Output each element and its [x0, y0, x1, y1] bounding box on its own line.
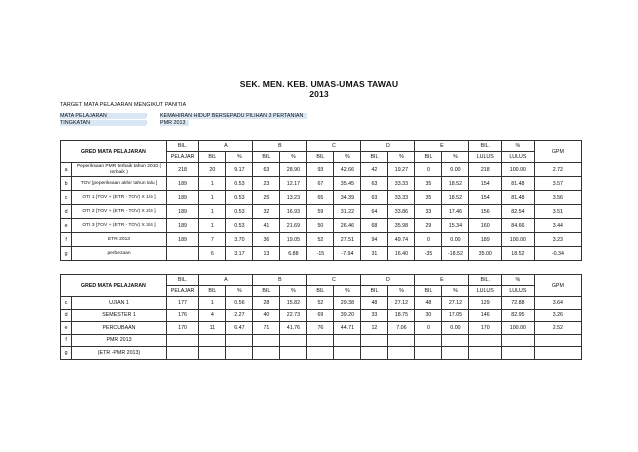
- row-label: ETR 2013: [72, 233, 167, 247]
- cell-value: 154: [469, 177, 502, 191]
- grade-header-d: D: [361, 141, 415, 152]
- bil-lulus-header: BIL.: [469, 141, 502, 152]
- cell-value: 16.93: [280, 205, 307, 219]
- lulus-bil-header: LULUS: [469, 286, 502, 297]
- grade-pct-header: %: [388, 152, 415, 163]
- meta-subject-value: KEMAHIRAN HIDUP BERSEPADU PILIHAN 3 PERTANIAN: [160, 113, 307, 119]
- cell-value: 26.46: [334, 219, 361, 233]
- gred-header: GRED MATA PELAJARAN: [61, 141, 167, 163]
- table-row: [61, 322, 582, 335]
- cell-value: 39.20: [334, 309, 361, 322]
- cell-value: 18.75: [388, 309, 415, 322]
- cell-value: 7: [199, 233, 226, 247]
- cell-value: 0: [415, 233, 442, 247]
- cell-value: 35: [415, 177, 442, 191]
- cell-value: [307, 347, 334, 360]
- cell-value: 50: [307, 219, 334, 233]
- cell-value: 19.27: [388, 163, 415, 177]
- cell-value: 7.06: [388, 322, 415, 335]
- cell-value: 84.66: [502, 219, 535, 233]
- cell-value: 48: [415, 297, 442, 310]
- cell-value: 1: [199, 177, 226, 191]
- cell-value: 81.48: [502, 177, 535, 191]
- row-code: g: [61, 347, 72, 360]
- cell-value: 0.53: [226, 177, 253, 191]
- cell-value: 94: [361, 233, 388, 247]
- cell-value: 48: [361, 297, 388, 310]
- cell-value: 36: [253, 233, 280, 247]
- cell-value: 71: [253, 322, 280, 335]
- cell-value: 35.00: [469, 247, 502, 261]
- cell-value: [334, 347, 361, 360]
- cell-value: 28: [253, 297, 280, 310]
- cell-value: [166, 247, 199, 261]
- cell-value: 11: [199, 322, 226, 335]
- cell-value: 6.47: [226, 322, 253, 335]
- cell-value: 0.00: [442, 322, 469, 335]
- grade-bil-header: BIL: [199, 152, 226, 163]
- exam-results-table: [60, 274, 582, 360]
- cell-value: 189: [166, 191, 199, 205]
- cell-value: 170: [166, 322, 199, 335]
- target-table: [60, 140, 582, 261]
- grade-pct-header: %: [334, 286, 361, 297]
- meta-subject-sep: :: [146, 113, 148, 119]
- cell-value: 33.86: [388, 205, 415, 219]
- cell-value: 189: [166, 219, 199, 233]
- row-label: perbezaan: [72, 247, 167, 261]
- cell-value: 33.33: [388, 177, 415, 191]
- cell-value: 4: [199, 309, 226, 322]
- cell-value: 41: [253, 219, 280, 233]
- cell-value: 3.17: [226, 247, 253, 261]
- row-label: OTI 1 [TOV + (ETR - TOV) X 1/4 ]: [72, 191, 167, 205]
- cell-value: 42: [361, 163, 388, 177]
- grade-header-b: B: [253, 141, 307, 152]
- cell-value: 49.74: [388, 233, 415, 247]
- pelajar-header: PELAJAR: [166, 286, 199, 297]
- cell-value: 3.56: [534, 191, 581, 205]
- row-code: e: [61, 322, 72, 335]
- cell-value: 6: [199, 247, 226, 261]
- year-title: 2013: [309, 89, 329, 99]
- lulus-pct-header: LULUS: [502, 286, 535, 297]
- grade-pct-header: %: [226, 152, 253, 163]
- cell-value: 35: [415, 191, 442, 205]
- school-title: SEK. MEN. KEB. UMAS-UMAS TAWAU: [239, 79, 399, 89]
- gred-header: GRED MATA PELAJARAN: [61, 275, 167, 297]
- cell-value: [166, 347, 199, 360]
- row-label: PERCUBAAN: [72, 322, 167, 335]
- cell-value: 32: [253, 205, 280, 219]
- cell-value: 3.51: [534, 205, 581, 219]
- cell-value: 29: [415, 219, 442, 233]
- grade-bil-header: BIL: [415, 286, 442, 297]
- row-label: OTI 2 [TOV + (ETR - TOV) X 2/4 ]: [72, 205, 167, 219]
- cell-value: 20: [199, 163, 226, 177]
- cell-value: 40: [253, 309, 280, 322]
- row-label: TOV [peperiksaan akhir tahun lalu ]: [72, 177, 167, 191]
- cell-value: [469, 334, 502, 347]
- lulus-bil-header: LULUS: [469, 152, 502, 163]
- meta-form-value: PMR 2013: [160, 120, 189, 126]
- cell-value: 16.40: [388, 247, 415, 261]
- cell-value: 65: [307, 191, 334, 205]
- cell-value: 31.22: [334, 205, 361, 219]
- table-row: [61, 177, 582, 191]
- cell-value: 67: [307, 177, 334, 191]
- grade-pct-header: %: [442, 152, 469, 163]
- cell-value: 0.56: [226, 297, 253, 310]
- cell-value: 0: [415, 322, 442, 335]
- grade-pct-header: %: [280, 286, 307, 297]
- cell-value: 18.52: [442, 191, 469, 205]
- table-row: [61, 163, 582, 177]
- row-label: PMR 2013: [72, 334, 167, 347]
- cell-value: 160: [469, 219, 502, 233]
- cell-value: [388, 347, 415, 360]
- cell-value: 25: [253, 191, 280, 205]
- cell-value: [502, 347, 535, 360]
- cell-value: 17.05: [442, 309, 469, 322]
- cell-value: 72.88: [502, 297, 535, 310]
- grade-header-e: E: [415, 275, 469, 286]
- row-code: f: [61, 233, 72, 247]
- cell-value: 82.95: [502, 309, 535, 322]
- cell-value: 1: [199, 191, 226, 205]
- cell-value: 3.23: [534, 233, 581, 247]
- cell-value: 2.52: [534, 322, 581, 335]
- lulus-pct-header: LULUS: [502, 152, 535, 163]
- grade-pct-header: %: [280, 152, 307, 163]
- pct-lulus-header: %: [502, 275, 535, 286]
- bil-header: BIL.: [166, 141, 199, 152]
- cell-value: 13.23: [280, 191, 307, 205]
- row-code: a: [61, 163, 72, 177]
- cell-value: [415, 347, 442, 360]
- cell-value: [388, 334, 415, 347]
- cell-value: 81.48: [502, 191, 535, 205]
- cell-value: 18.52: [442, 177, 469, 191]
- cell-value: 189: [469, 233, 502, 247]
- cell-value: 2.72: [534, 163, 581, 177]
- row-code: d: [61, 309, 72, 322]
- cell-value: 0: [415, 163, 442, 177]
- cell-value: 42.66: [334, 163, 361, 177]
- grade-header-d: D: [361, 275, 415, 286]
- grade-header-c: C: [307, 141, 361, 152]
- grade-header-a: A: [199, 141, 253, 152]
- cell-value: 27.51: [334, 233, 361, 247]
- grade-pct-header: %: [442, 286, 469, 297]
- cell-value: 1: [199, 219, 226, 233]
- cell-value: [307, 334, 334, 347]
- cell-value: 12.17: [280, 177, 307, 191]
- cell-value: [442, 347, 469, 360]
- cell-value: 27.12: [388, 297, 415, 310]
- meta-subject-key: MATA PELAJARAN: [60, 113, 146, 119]
- cell-value: [226, 347, 253, 360]
- meta-subject: [60, 113, 307, 119]
- table-row: [61, 347, 582, 360]
- cell-value: 31: [361, 247, 388, 261]
- cell-value: 3.44: [534, 219, 581, 233]
- grade-bil-header: BIL: [307, 286, 334, 297]
- row-code: f: [61, 334, 72, 347]
- cell-value: 52: [307, 233, 334, 247]
- cell-value: 3.26: [534, 309, 581, 322]
- cell-value: 0.00: [442, 163, 469, 177]
- grade-header-a: A: [199, 275, 253, 286]
- cell-value: -18.52: [442, 247, 469, 261]
- grade-pct-header: %: [388, 286, 415, 297]
- cell-value: [534, 334, 581, 347]
- cell-value: 15.34: [442, 219, 469, 233]
- cell-value: 22.73: [280, 309, 307, 322]
- cell-value: [280, 334, 307, 347]
- grade-bil-header: BIL: [361, 286, 388, 297]
- cell-value: 3.70: [226, 233, 253, 247]
- meta-form-sep: :: [146, 120, 148, 126]
- cell-value: 17.46: [442, 205, 469, 219]
- cell-value: [280, 347, 307, 360]
- cell-value: 34.39: [334, 191, 361, 205]
- cell-value: [199, 334, 226, 347]
- cell-value: [442, 334, 469, 347]
- cell-value: 30: [415, 309, 442, 322]
- table-row: [61, 191, 582, 205]
- pct-lulus-header: %: [502, 141, 535, 152]
- grade-bil-header: BIL: [199, 286, 226, 297]
- cell-value: 35.45: [334, 177, 361, 191]
- row-code: b: [61, 177, 72, 191]
- row-code: c: [61, 297, 72, 310]
- cell-value: 0.53: [226, 205, 253, 219]
- cell-value: [361, 334, 388, 347]
- cell-value: 1: [199, 297, 226, 310]
- bil-lulus-header: BIL.: [469, 275, 502, 286]
- cell-value: 12: [361, 322, 388, 335]
- cell-value: 23: [253, 177, 280, 191]
- bil-header: BIL.: [166, 275, 199, 286]
- cell-value: 177: [166, 297, 199, 310]
- cell-value: 35.98: [388, 219, 415, 233]
- cell-value: 82.54: [502, 205, 535, 219]
- cell-value: [199, 347, 226, 360]
- row-label: UJIAN 1: [72, 297, 167, 310]
- cell-value: 59: [307, 205, 334, 219]
- cell-value: [534, 347, 581, 360]
- cell-value: 52: [307, 297, 334, 310]
- cell-value: 15.82: [280, 297, 307, 310]
- grade-bil-header: BIL: [361, 152, 388, 163]
- cell-value: 3.64: [534, 297, 581, 310]
- row-label: Peperiksaan PMR terbaik tahun 2010 ( terbaik ): [72, 163, 167, 177]
- cell-value: [166, 334, 199, 347]
- grade-pct-header: %: [226, 286, 253, 297]
- cell-value: 9.17: [226, 163, 253, 177]
- cell-value: [334, 334, 361, 347]
- cell-value: -7.94: [334, 247, 361, 261]
- cell-value: 3.57: [534, 177, 581, 191]
- cell-value: 27.12: [442, 297, 469, 310]
- row-code: d: [61, 205, 72, 219]
- cell-value: 189: [166, 177, 199, 191]
- cell-value: 33.33: [388, 191, 415, 205]
- table-row: [61, 205, 582, 219]
- cell-value: 69: [307, 309, 334, 322]
- row-label: (ETR -PMR 2013): [72, 347, 167, 360]
- cell-value: -35: [415, 247, 442, 261]
- cell-value: 63: [361, 191, 388, 205]
- cell-value: [502, 334, 535, 347]
- cell-value: 13: [253, 247, 280, 261]
- cell-value: 100.00: [502, 233, 535, 247]
- grade-bil-header: BIL: [253, 152, 280, 163]
- table-row: [61, 233, 582, 247]
- cell-value: -0.34: [534, 247, 581, 261]
- report-subtitle: TARGET MATA PELAJARAN MENGIKUT PANITIA: [60, 102, 187, 108]
- cell-value: 189: [166, 205, 199, 219]
- gpm-header: GPM: [534, 141, 581, 163]
- cell-value: 156: [469, 205, 502, 219]
- cell-value: [253, 334, 280, 347]
- cell-value: 100.00: [502, 322, 535, 335]
- table-row: [61, 247, 582, 261]
- cell-value: [226, 334, 253, 347]
- row-code: e: [61, 219, 72, 233]
- grade-bil-header: BIL: [253, 286, 280, 297]
- cell-value: 29.38: [334, 297, 361, 310]
- cell-value: 146: [469, 309, 502, 322]
- cell-value: 6.88: [280, 247, 307, 261]
- cell-value: 189: [166, 233, 199, 247]
- meta-form: [60, 120, 189, 126]
- table-row: [61, 219, 582, 233]
- cell-value: [361, 347, 388, 360]
- cell-value: [469, 347, 502, 360]
- cell-value: 18.52: [502, 247, 535, 261]
- cell-value: 63: [253, 163, 280, 177]
- cell-value: 64: [361, 205, 388, 219]
- cell-value: 44.71: [334, 322, 361, 335]
- cell-value: 218: [469, 163, 502, 177]
- cell-value: 76: [307, 322, 334, 335]
- pelajar-header: PELAJAR: [166, 152, 199, 163]
- table-row: [61, 309, 582, 322]
- cell-value: 218: [166, 163, 199, 177]
- cell-value: 28.90: [280, 163, 307, 177]
- cell-value: 41.76: [280, 322, 307, 335]
- cell-value: 19.05: [280, 233, 307, 247]
- cell-value: 100.00: [502, 163, 535, 177]
- grade-bil-header: BIL: [307, 152, 334, 163]
- cell-value: 176: [166, 309, 199, 322]
- cell-value: [253, 347, 280, 360]
- cell-value: 93: [307, 163, 334, 177]
- cell-value: 68: [361, 219, 388, 233]
- row-label: OTI 3 [TOV + (ETR - TOV) X 3/4 ]: [72, 219, 167, 233]
- row-code: g: [61, 247, 72, 261]
- grade-pct-header: %: [334, 152, 361, 163]
- cell-value: 63: [361, 177, 388, 191]
- table-row: [61, 297, 582, 310]
- table-row: [61, 334, 582, 347]
- gpm-header: GPM: [534, 275, 581, 297]
- cell-value: 33: [415, 205, 442, 219]
- grade-bil-header: BIL: [415, 152, 442, 163]
- cell-value: 1: [199, 205, 226, 219]
- cell-value: 2.27: [226, 309, 253, 322]
- cell-value: [415, 334, 442, 347]
- grade-header-e: E: [415, 141, 469, 152]
- grade-header-c: C: [307, 275, 361, 286]
- cell-value: 21.69: [280, 219, 307, 233]
- cell-value: 0.53: [226, 219, 253, 233]
- grade-header-b: B: [253, 275, 307, 286]
- cell-value: 129: [469, 297, 502, 310]
- cell-value: -15: [307, 247, 334, 261]
- cell-value: 0.53: [226, 191, 253, 205]
- cell-value: 170: [469, 322, 502, 335]
- row-label: SEMESTER 1: [72, 309, 167, 322]
- cell-value: 0.00: [442, 233, 469, 247]
- meta-form-key: TINGKATAN: [60, 120, 146, 126]
- cell-value: 33: [361, 309, 388, 322]
- cell-value: 154: [469, 191, 502, 205]
- row-code: c: [61, 191, 72, 205]
